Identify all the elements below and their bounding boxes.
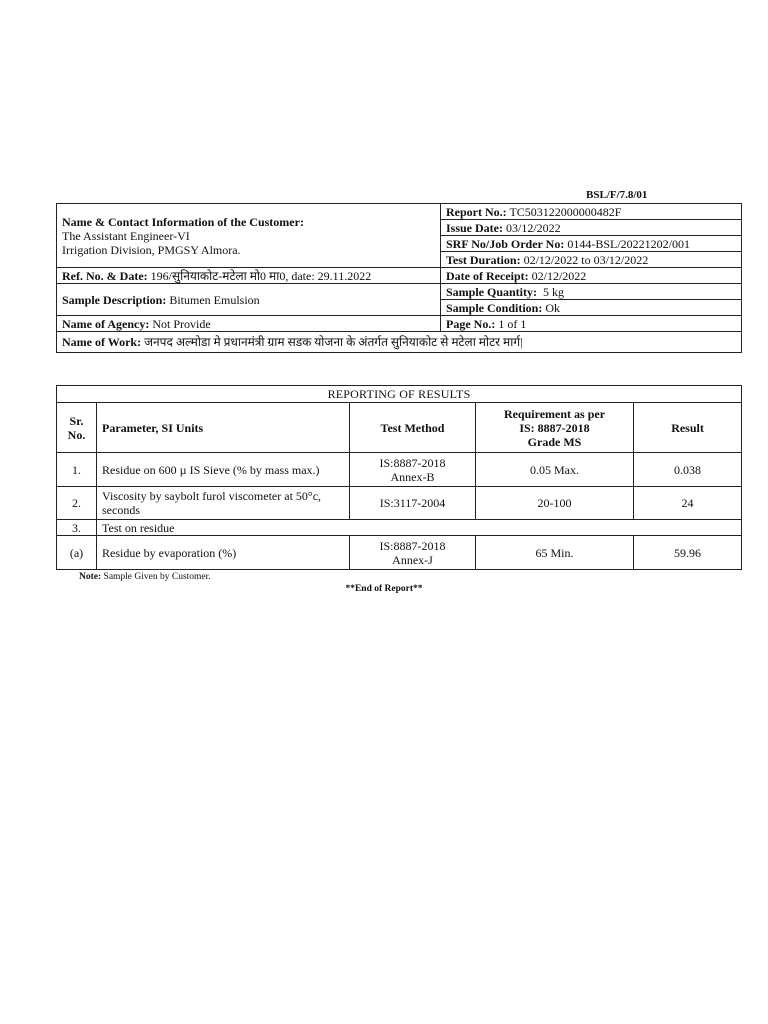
srf-no-label: SRF No/Job Order No: — [446, 236, 565, 251]
row-1-requirement: 0.05 Max. — [476, 453, 634, 487]
header-requirement-line-2: IS: 8887-2018 — [519, 420, 590, 435]
work-cell — [57, 332, 742, 353]
header-test-method: Test Method — [350, 403, 476, 453]
sample-description-cell — [57, 284, 441, 316]
work-label: Name of Work: — [62, 335, 142, 349]
row-3-sr: 3. — [57, 520, 97, 536]
ref-no-cell — [57, 268, 441, 284]
results-table — [56, 385, 742, 570]
issue-date-label: Issue Date: — [446, 220, 503, 235]
row-4-parameter: Residue by evaporation (%) — [97, 536, 350, 570]
sample-quantity-cell — [441, 284, 742, 300]
srf-no-value: 0144-BSL/20221202/001 — [567, 236, 691, 251]
sample-description-value: Bitumen Emulsion — [169, 292, 260, 307]
table-row — [57, 536, 742, 570]
agency-cell — [57, 316, 441, 332]
customer-line-1: The Assistant Engineer-VI — [62, 228, 190, 243]
customer-line-2: Irrigation Division, PMGSY Almora. — [62, 242, 241, 257]
sample-quantity-value: 5 kg — [543, 284, 565, 299]
row-4-method — [350, 536, 476, 570]
row-1-sr: 1. — [57, 453, 97, 487]
row-2-parameter: Viscosity by saybolt furol viscometer at 50°c, seconds — [97, 487, 350, 520]
report-no-cell — [441, 204, 742, 220]
form-code: BSL/F/7.8/01 — [586, 189, 648, 201]
sample-condition-cell — [441, 300, 742, 316]
row-2-requirement: 20-100 — [476, 487, 634, 520]
sample-description-label: Sample Description: — [62, 292, 167, 307]
page-no-value: 1 of 1 — [498, 316, 527, 331]
work-value: जनपद अल्मोडा मे प्रधानमंत्री ग्राम सडक योजना के अंतर्गत सुनियाकोट से मटेला मोटर मार्ग| — [144, 335, 523, 349]
header-parameter: Parameter, SI Units — [97, 403, 350, 453]
row-3-parameter: Test on residue — [97, 520, 742, 536]
test-duration-cell — [441, 252, 742, 268]
note-label: Note: — [79, 572, 102, 582]
table-row — [57, 453, 742, 487]
row-1-method-line-1: IS:8887-2018 — [379, 455, 446, 470]
issue-date-value: 03/12/2022 — [506, 220, 561, 235]
page-no-label: Page No.: — [446, 316, 496, 331]
sample-condition-label: Sample Condition: — [446, 300, 543, 315]
ref-no-label: Ref. No. & Date: — [62, 268, 148, 283]
date-of-receipt-value: 02/12/2022 — [531, 268, 587, 283]
date-of-receipt-cell — [441, 268, 742, 284]
row-1-result: 0.038 — [634, 453, 742, 487]
end-of-report — [0, 584, 768, 594]
row-1-parameter: Residue on 600 µ IS Sieve (% by mass max.) — [97, 453, 350, 487]
customer-info-cell — [57, 204, 441, 268]
row-2-sr: 2. — [57, 487, 97, 520]
header-requirement-line-1: Requirement as per — [503, 406, 606, 421]
page-no-cell — [441, 316, 742, 332]
header-requirement-line-3: Grade MS — [527, 434, 582, 449]
header-result: Result — [634, 403, 742, 453]
row-1-method — [350, 453, 476, 487]
note-text: Sample Given by Customer. — [103, 572, 211, 582]
srf-no-cell — [441, 236, 742, 252]
sample-quantity-label: Sample Quantity: — [446, 284, 538, 299]
customer-info-table — [56, 203, 742, 353]
customer-label: Name & Contact Information of the Customer: — [62, 214, 304, 229]
table-row — [57, 487, 742, 520]
row-4-method-line-2: Annex-J — [392, 552, 433, 567]
row-4-method-line-1: IS:8887-2018 — [379, 538, 446, 553]
agency-value: Not Provide — [152, 316, 211, 331]
issue-date-cell — [441, 220, 742, 236]
header-sr-no: Sr. No. — [57, 403, 97, 453]
row-4-sr: (a) — [57, 536, 97, 570]
test-duration-value: 02/12/2022 to 03/12/2022 — [523, 252, 649, 267]
table-row — [57, 520, 742, 536]
row-2-result: 24 — [634, 487, 742, 520]
end-of-report-text: **End of Report** — [345, 584, 423, 594]
report-no-label: Report No.: — [446, 204, 507, 219]
results-title: REPORTING OF RESULTS — [57, 386, 742, 403]
agency-label: Name of Agency: — [62, 316, 150, 331]
test-duration-label: Test Duration: — [446, 252, 521, 267]
ref-no-value: 196/सुनियाकोट-मटेला मो0 मा0, date: 29.11.2022 — [150, 268, 372, 283]
row-2-method: IS:3117-2004 — [350, 487, 476, 520]
row-4-requirement: 65 Min. — [476, 536, 634, 570]
report-no-value: TC503122000000482F — [509, 204, 622, 219]
row-4-result: 59.96 — [634, 536, 742, 570]
header-requirement — [476, 403, 634, 453]
sample-condition-value: Ok — [545, 300, 561, 315]
note — [79, 572, 211, 582]
date-of-receipt-label: Date of Receipt: — [446, 268, 529, 283]
row-1-method-line-2: Annex-B — [390, 469, 435, 484]
